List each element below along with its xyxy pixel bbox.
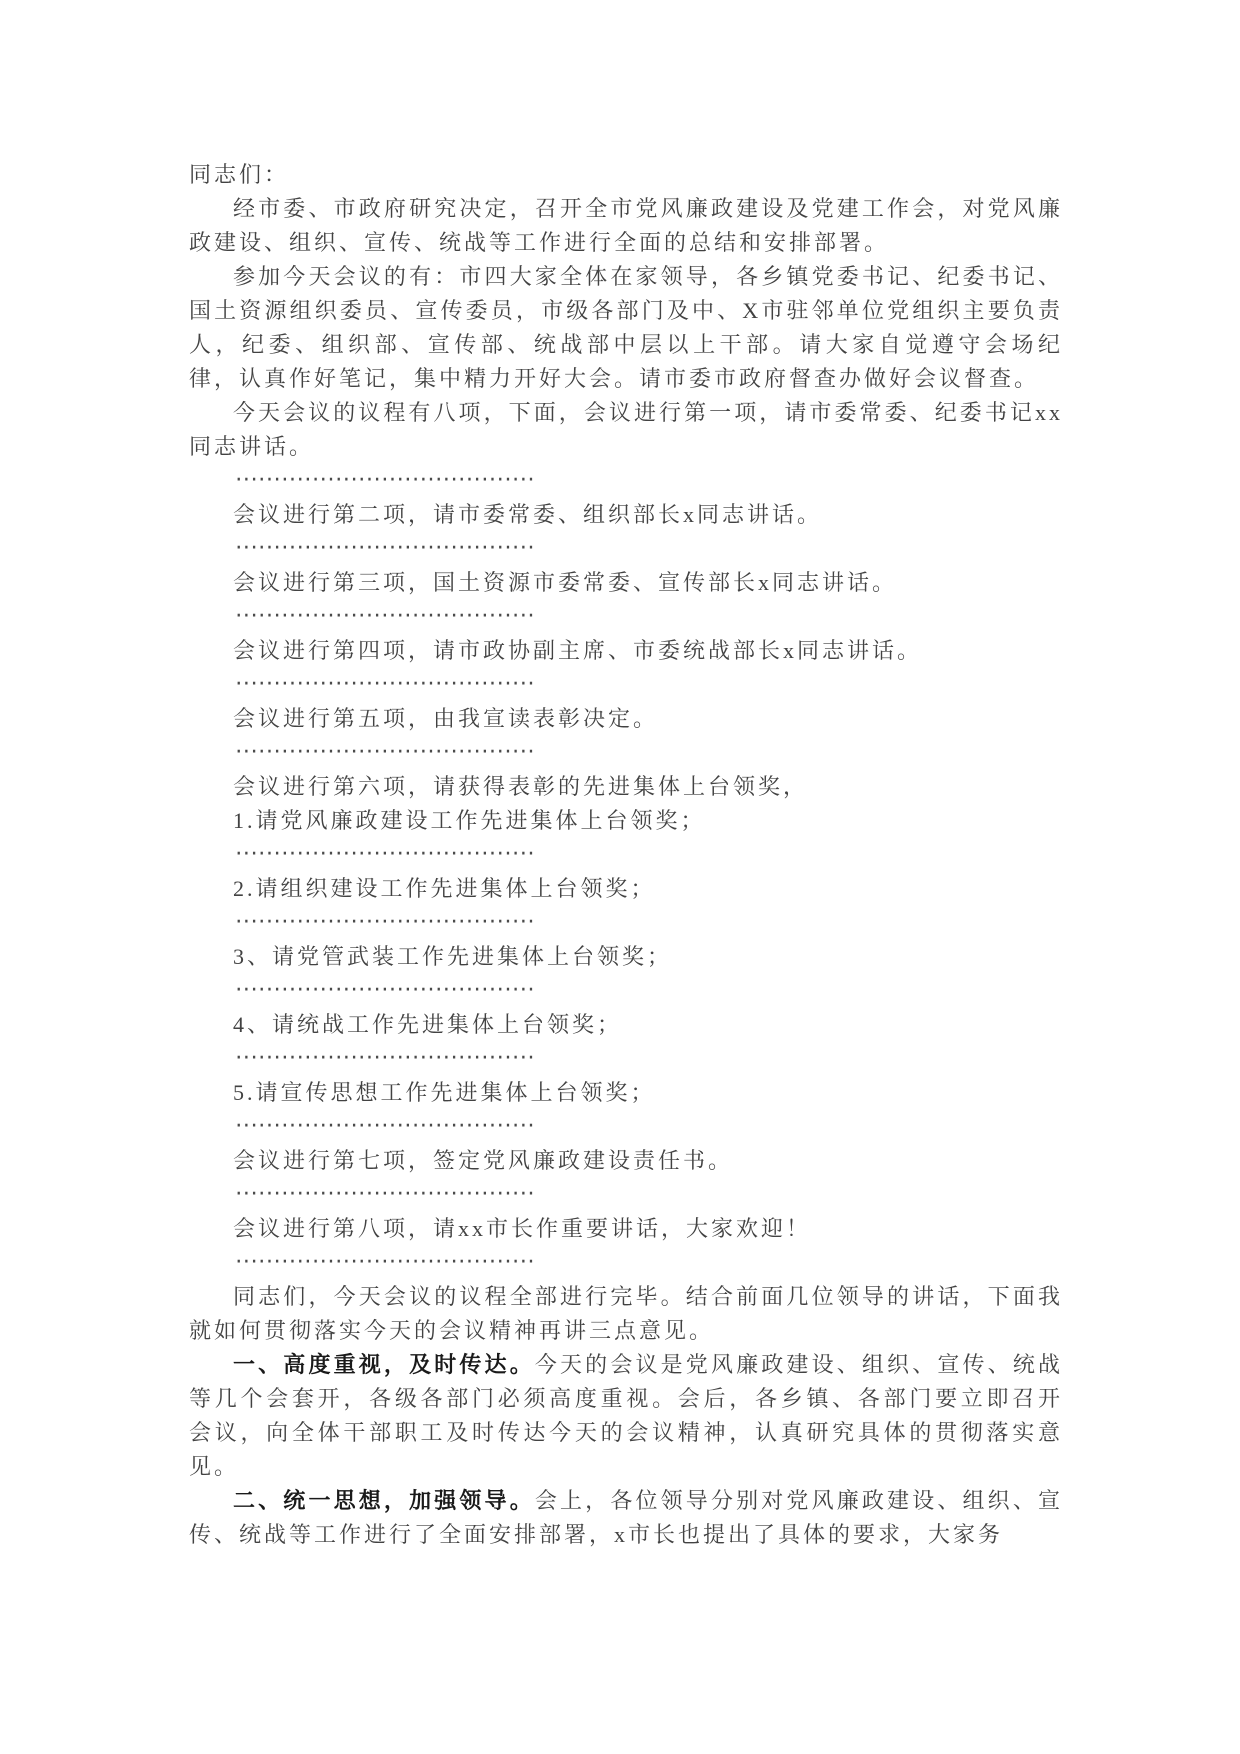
dotted-separator-text: ······································· xyxy=(235,536,536,561)
paragraph: 会议进行第二项，请市委常委、组织部长x同志讲话。 xyxy=(233,502,823,527)
award-item-3: 3、请党管武装工作先进集体上台领奖； xyxy=(233,944,673,969)
section-paragraph-1: 一、高度重视，及时传达。今天的会议是党风廉政建设、组织、宣传、统战等几个会套开，各级各部门必须高度重视。会后，各乡镇、各部门要立即召开会议，向全体干部职工及时传达今天的会议精神，认真研究具体的贯彻落实意见。 xyxy=(189,1352,1063,1479)
dotted-separator xyxy=(189,1246,1063,1280)
dotted-separator-text: ······································· xyxy=(235,672,536,697)
dotted-separator-text: ······································· xyxy=(235,604,536,629)
dotted-separator xyxy=(189,600,1063,634)
dotted-separator xyxy=(189,1178,1063,1212)
salutation: 同志们： xyxy=(189,162,290,187)
dotted-separator xyxy=(189,1042,1063,1076)
award-item-1: 1.请党风廉政建设工作先进集体上台领奖； xyxy=(233,808,706,833)
section-heading-lead: 一、高度重视，及时传达。 xyxy=(233,1352,535,1377)
dotted-separator-text: ······································· xyxy=(235,740,536,765)
paragraph: 参加今天会议的有：市四大家全体在家领导，各乡镇党委书记、纪委书记、国土资源组织委员、宣传委员，市级各部门及中、X市驻邻单位党组织主要负责人，纪委、组织部、宣传部、统战部中层以上干部。请大家自觉遵守会场纪律，认真作好笔记，集中精力开好大会。请市委市政府督查办做好会议督查。 xyxy=(189,264,1063,391)
dotted-separator xyxy=(189,464,1063,498)
section-paragraph-2: 二、统一思想，加强领导。会上，各位领导分别对党风廉政建设、组织、宣传、统战等工作进行了全面安排部署，x市长也提出了具体的要求，大家务 xyxy=(189,1488,1063,1547)
dotted-separator xyxy=(189,668,1063,702)
award-item-2: 2.请组织建设工作先进集体上台领奖； xyxy=(233,876,656,901)
paragraph: 会议进行第四项，请市政协副主席、市委统战部长x同志讲话。 xyxy=(233,638,923,663)
paragraph: 会议进行第七项，签定党风廉政建设责任书。 xyxy=(233,1148,734,1173)
dotted-separator-text: ······································· xyxy=(235,1182,536,1207)
paragraph: 会议进行第五项，由我宣读表彰决定。 xyxy=(233,706,659,731)
dotted-separator-text: ······································· xyxy=(235,1046,536,1071)
dotted-separator-text: ······································· xyxy=(235,1114,536,1139)
paragraph: 会议进行第六项，请获得表彰的先进集体上台领奖， xyxy=(233,774,809,799)
dotted-separator xyxy=(189,1110,1063,1144)
dotted-separator-text: ······································· xyxy=(235,1250,536,1275)
award-item-5: 5.请宣传思想工作先进集体上台领奖； xyxy=(233,1080,656,1105)
dotted-separator-text: ······································· xyxy=(235,978,536,1003)
section-heading-lead: 二、统一思想，加强领导。 xyxy=(233,1488,535,1513)
paragraph: 会议进行第八项，请xx市长作重要讲话，大家欢迎！ xyxy=(233,1216,812,1241)
dotted-separator-text: ······································· xyxy=(235,468,536,493)
award-item-4: 4、请统战工作先进集体上台领奖； xyxy=(233,1012,623,1037)
dotted-separator xyxy=(189,906,1063,940)
dotted-separator xyxy=(189,736,1063,770)
dotted-separator-text: ······································· xyxy=(235,910,536,935)
dotted-separator xyxy=(189,838,1063,872)
dotted-separator xyxy=(189,532,1063,566)
paragraph: 会议进行第三项，国土资源市委常委、宣传部长x同志讲话。 xyxy=(233,570,898,595)
paragraph: 今天会议的议程有八项，下面，会议进行第一项，请市委常委、纪委书记xx同志讲话。 xyxy=(189,400,1063,459)
paragraph: 同志们，今天会议的议程全部进行完毕。结合前面几位领导的讲话，下面我就如何贯彻落实今天的会议精神再讲三点意见。 xyxy=(189,1284,1063,1343)
paragraph: 经市委、市政府研究决定，召开全市党风廉政建设及党建工作会，对党风廉政建设、组织、宣传、统战等工作进行全面的总结和安排部署。 xyxy=(189,196,1063,255)
dotted-separator xyxy=(189,974,1063,1008)
dotted-separator-text: ······································· xyxy=(235,842,536,867)
